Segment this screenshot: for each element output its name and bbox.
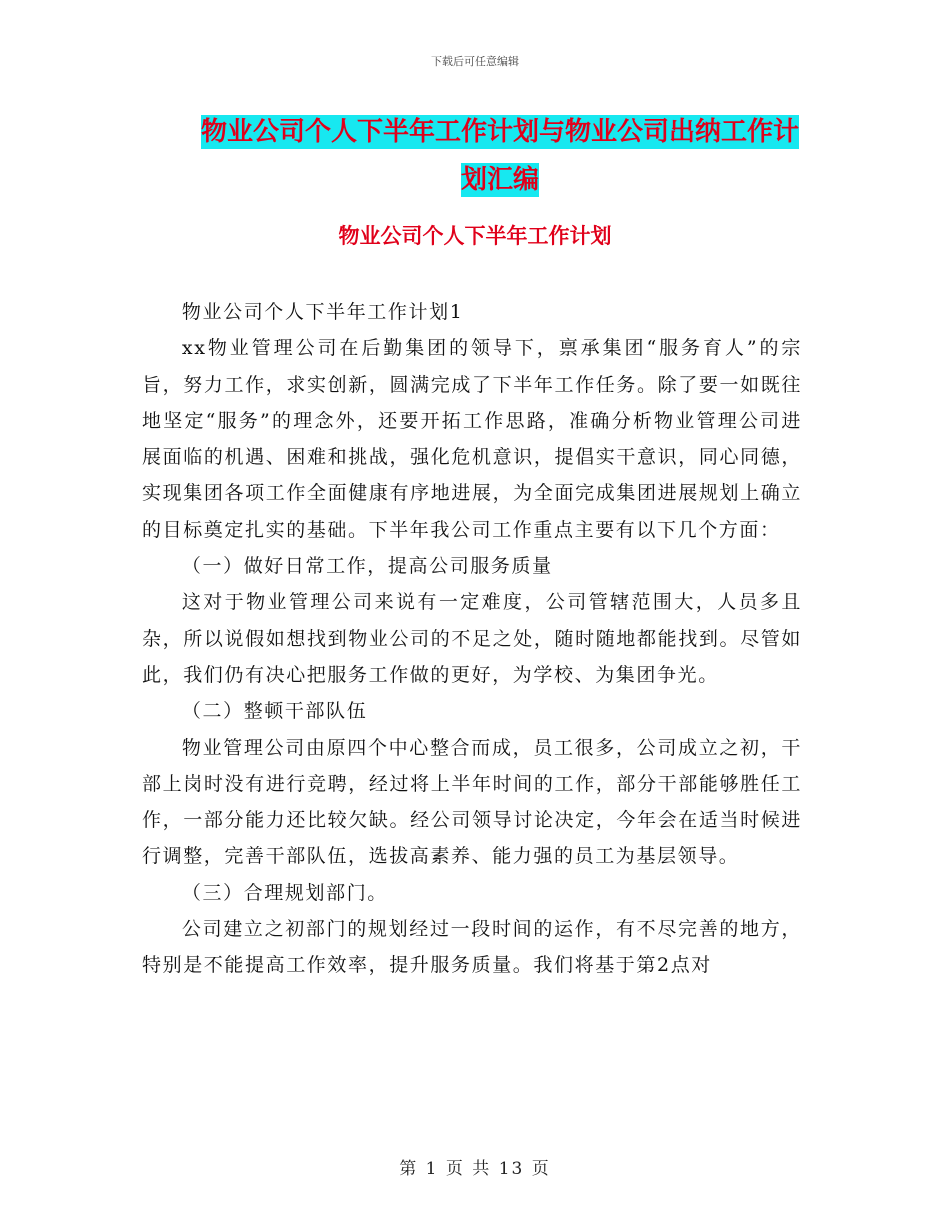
page-footer: 第 1 页 共 13 页 [399,1159,551,1179]
document-title-text: 物业公司个人下半年工作计划与物业公司出纳工作计划汇编 [200,117,799,195]
document-title [190,108,810,204]
paragraph: 公司建立之初部门的规划经过一段时间的运作，有不尽完善的地方，特别是不能提高工作效率，提升服务质量。我们将基于第2点对 [142,918,802,977]
paragraph: xx物业管理公司在后勤集团的领导下，禀承集团“服务育人”的宗旨，努力工作，求实创新，圆满完成了下半年工作任务。除了要一如既往地坚定“服务”的理念外，还要开拓工作思路，准确分析物业管理公司进展面临的机遇、困难和挑战，强化危机意识，提倡实干意识，同心同德，实现集团各项工作全面健康有序地进展，为全面完成集团进展规划上确立的目标奠定扎实的基础。下半年我公司工作重点主要有以下几个方面： [142,337,802,541]
header-note: 下载后可任意编辑 [431,55,519,68]
paragraph: 这对于物业管理公司来说有一定难度，公司管辖范围大，人员多且杂，所以说假如想找到物业公司的不足之处，随时随地都能找到。尽管如此，我们仍有决心把服务工作做的更好，为学校、为集团争光。 [142,591,802,686]
paragraph: （三）合理规划部门。 [181,881,388,904]
paragraph: 物业管理公司由原四个中心整合而成，员工很多，公司成立之初，干部上岗时没有进行竞聘，经过将上半年时间的工作，部分干部能够胜任工作，一部分能力还比较欠缺。经公司领导讨论决定，今年会在适当时候进行调整，完善干部队伍，选拔高素养、能力强的员工为基层领导。 [142,736,802,868]
paragraph: （二）整顿干部队伍 [181,700,368,723]
section-title: 物业公司个人下半年工作计划 [338,224,612,248]
document-body [142,294,802,984]
paragraph: （一）做好日常工作，提高公司服务质量 [181,555,553,578]
paragraph: 物业公司个人下半年工作计划1 [181,301,464,323]
